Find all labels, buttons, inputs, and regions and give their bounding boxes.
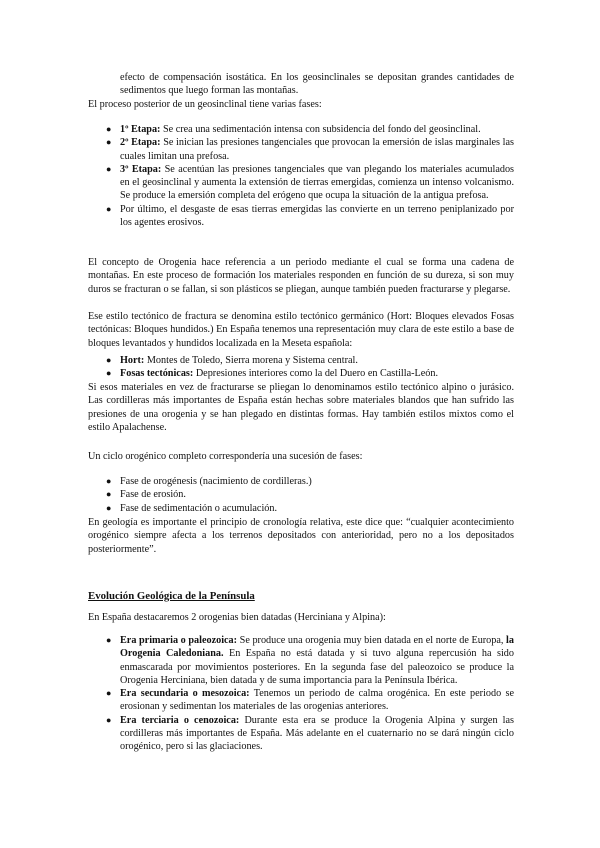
eras-list xyxy=(88,634,514,754)
list-item: ● Fase de sedimentación o acumulación. xyxy=(106,502,278,514)
blocks-list xyxy=(88,354,514,381)
alpino-paragraph: Si esos materiales en vez de fracturarse se pliegan lo denominamos estilo tectónico alpino o jurásico. Las cordilleras más importantes de España están hechas sobre materiales blandos que han sufrido las presiones de una orogenia y se han plegado en distintas formas. Hay también estilos mixtos como el estilo Apalachense. xyxy=(88,382,514,433)
orogenia-paragraph: El concepto de Orogenia hace referencia a un periodo mediante el cual se forma una cadena de montañas. En este proceso de formación los materiales responden en función de su dureza, si son muy duros se fracturan o se fallan, si son plásticos se pliegan, aunque también pueden fracturarse y plegarse. xyxy=(88,257,514,295)
list-item: ● Era primaria o paleozoica: Se produce una orogenia muy bien datada en el norte de Europa, la Orogenia Caledoniana. En España no está datada y si tuvo alguna repercusión ha sido enmascarada por movimientos posteriores. En la segunda fase del paleozoico se produce la Orogenia Herciniana, bien datada y de suma importancia para la Península Ibérica. xyxy=(106,635,514,686)
germanico-paragraph: Ese estilo tectónico de fractura se denomina estilo tectónico germánico (Hort: Bloques elevados Fosas tectónicas: Bloques hundidos.) En España tenemos una representación muy clara de este estilo a base de bloques levantados y hundidos localizada en la Meseta española: xyxy=(88,311,514,349)
list-item: ● Fosas tectónicas: Depresiones interiores como la del Duero en Castilla-León. xyxy=(106,368,438,380)
list-item: ● 2º Etapa: Se inician las presiones tangenciales que provocan la emersión de islas marginales las cuales limitan una prefosa. xyxy=(106,137,514,162)
bullet-icon: ● xyxy=(106,688,112,699)
list-item: ● Era terciaria o cenozoica: Durante esta era se produce la Orogenia Alpina y surgen las cordilleras más importantes de España. Más adelante en el cuaternario no se dará ningún ciclo orogénico, pero si las glaciaciones. xyxy=(106,714,514,753)
list-item: ● Fase de erosión. xyxy=(106,489,186,501)
bullet-icon: ● xyxy=(106,502,112,513)
list-item: ● Por último, el desgaste de esas tierras emergidas las convierte en un terreno peniplanizado por los agentes erosivos. xyxy=(106,203,514,229)
list-item: ● Hort: Montes de Toledo, Sierra morena y Sistema central. xyxy=(106,355,358,366)
bullet-icon: ● xyxy=(106,163,112,174)
bullet-icon: ● xyxy=(106,489,112,500)
section-title: Evolución Geológica de la Península xyxy=(88,590,255,602)
bullet-icon: ● xyxy=(106,203,112,214)
bullet-icon: ● xyxy=(106,714,112,725)
bullet-icon: ● xyxy=(106,355,112,365)
bullet-icon: ● xyxy=(106,137,112,148)
ciclo-intro: Un ciclo orogénico completo correspondería una sucesión de fases: xyxy=(88,451,363,462)
ciclo-list xyxy=(88,475,514,515)
phases-list xyxy=(88,123,514,229)
bullet-icon: ● xyxy=(106,368,112,379)
list-item: ● 1º Etapa: Se crea una sedimentación intensa con subsidencia del fondo del geosinclinal. xyxy=(106,124,481,135)
continued-paragraph: efecto de compensación isostática. En los geosinclinales se depositan grandes cantidades de sedimentos que luego forman las montañas. xyxy=(120,72,514,97)
list-item: ● 3º Etapa: Se acentúan las presiones tangenciales que van plegando los materiales acumulados en el geosinclinal y aumenta la extensión de tierras emergidas, comienza un intenso volcanismo. Se produce la emersión completa del erógeno que ocupa la situación de la antigua prefosa. xyxy=(106,163,514,202)
orogenias-intro: En España destacaremos 2 orogenias bien datadas (Herciniana y Alpina): xyxy=(88,612,386,623)
list-item: ● Fase de orogénesis (nacimiento de cordilleras.) xyxy=(106,476,312,487)
cronologia-paragraph: En geología es importante el principio de cronología relativa, este dice que: “cualquier acontecimiento orogénico siempre afecta a los terrenos depositados con anterioridad, pero no a los depositados posteriormente”. xyxy=(88,517,514,555)
phases-intro: El proceso posterior de un geosinclinal tiene varias fases: xyxy=(88,99,322,110)
list-item: ● Era secundaria o mesozoica: Tenemos un periodo de calma orogénica. En este periodo se erosionan y sedimentan los materiales de las orogenias anteriores. xyxy=(106,688,514,713)
bullet-icon: ● xyxy=(106,476,112,486)
bullet-icon: ● xyxy=(106,124,112,134)
bullet-icon: ● xyxy=(106,635,112,645)
